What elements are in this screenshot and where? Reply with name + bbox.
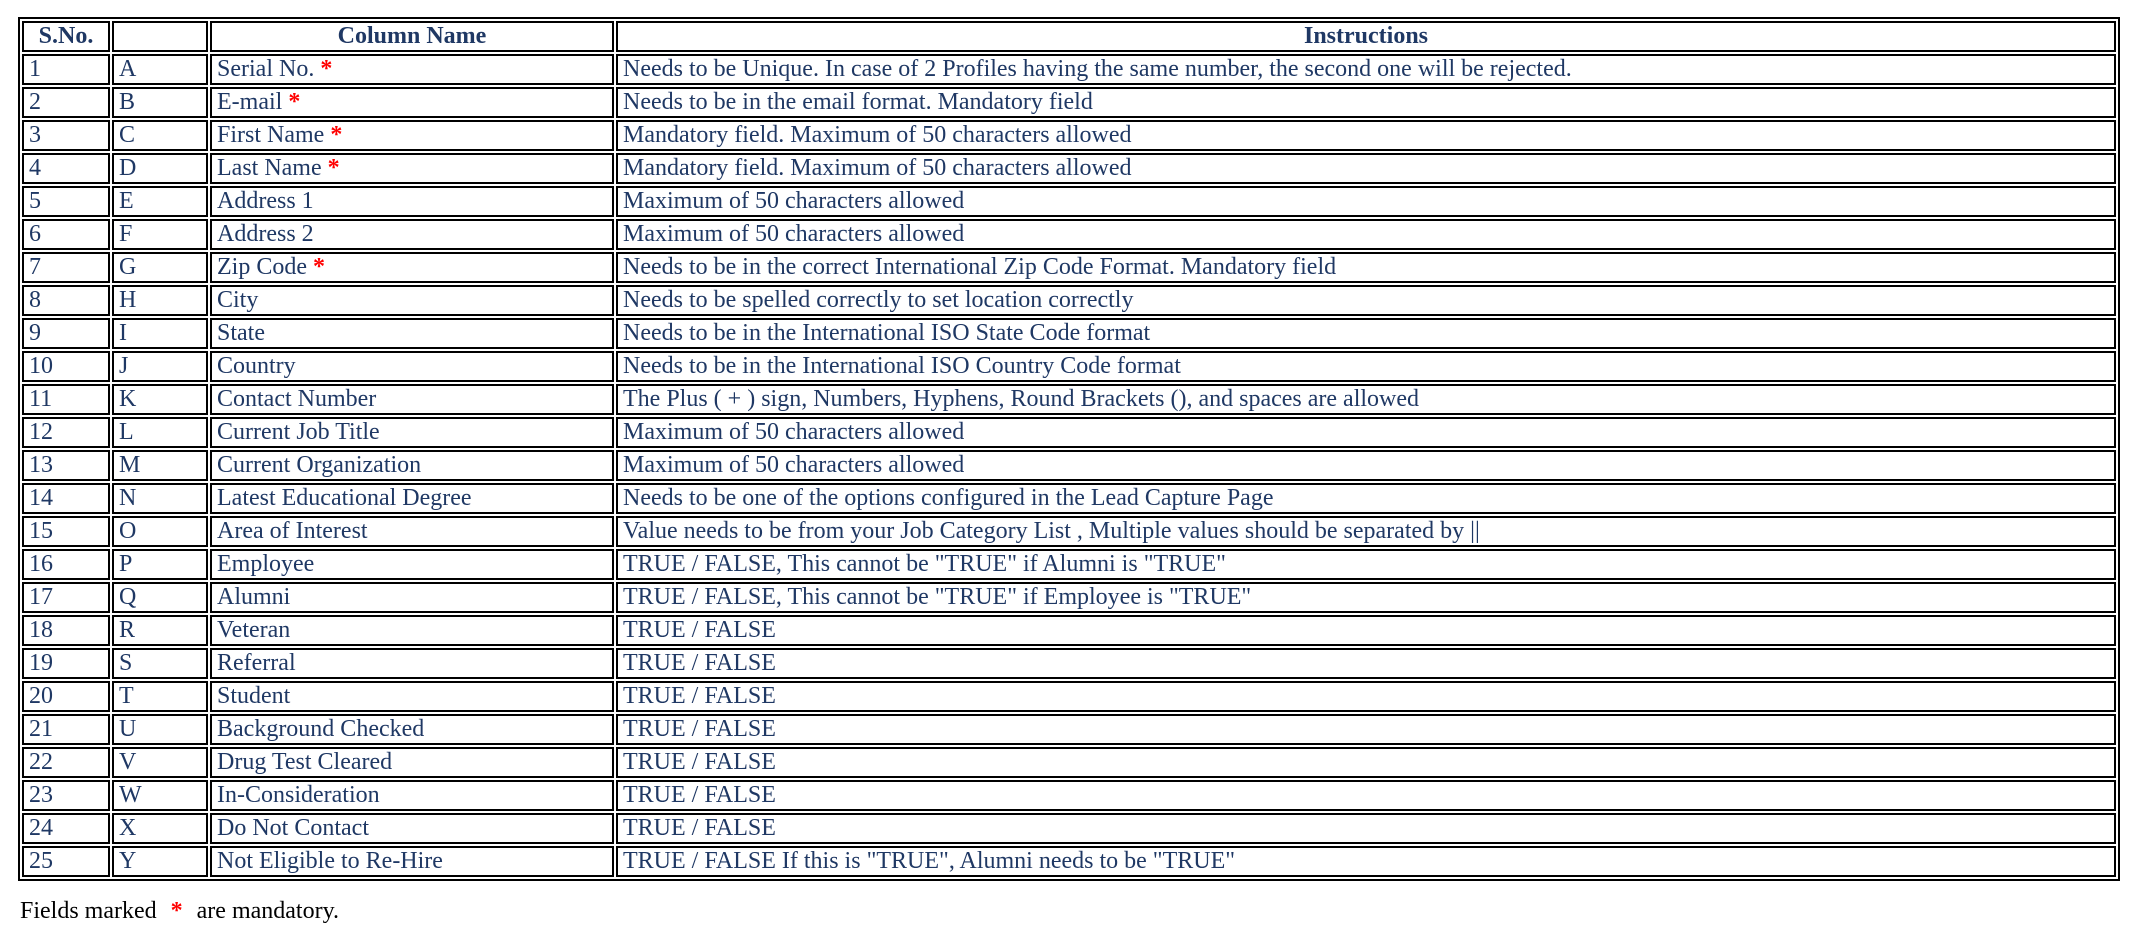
cell-instruction: TRUE / FALSE (616, 714, 2116, 745)
cell-sno: 14 (22, 483, 110, 514)
table-row (22, 516, 2116, 547)
cell-instruction: Maximum of 50 characters allowed (616, 417, 2116, 448)
cell-instruction: TRUE / FALSE (616, 648, 2116, 679)
cell-instruction: Mandatory field. Maximum of 50 characters allowed (616, 153, 2116, 184)
cell-letter: E (112, 186, 208, 217)
cell-sno: 21 (22, 714, 110, 745)
table-row (22, 351, 2116, 382)
mandatory-note-suffix: are mandatory. (196, 898, 340, 924)
table-row (22, 615, 2116, 646)
cell-column-name: Alumni (210, 582, 614, 613)
cell-letter: L (112, 417, 208, 448)
cell-instruction: Needs to be in the correct International Zip Code Format. Mandatory field (616, 252, 2116, 283)
cell-column-name: First Name * (210, 120, 614, 151)
cell-column-name: Country (210, 351, 614, 382)
cell-letter: F (112, 219, 208, 250)
cell-letter: N (112, 483, 208, 514)
cell-letter: H (112, 285, 208, 316)
cell-sno: 12 (22, 417, 110, 448)
cell-instruction: Mandatory field. Maximum of 50 characters allowed (616, 120, 2116, 151)
table-row (22, 120, 2116, 151)
cell-column-name: In-Consideration (210, 780, 614, 811)
cell-instruction: TRUE / FALSE (616, 747, 2116, 778)
cell-column-name: Serial No. * (210, 54, 614, 85)
cell-instruction: TRUE / FALSE (616, 780, 2116, 811)
table-row (22, 318, 2116, 349)
cell-sno: 24 (22, 813, 110, 844)
cell-sno: 1 (22, 54, 110, 85)
cell-column-name: Zip Code * (210, 252, 614, 283)
cell-letter: Q (112, 582, 208, 613)
table-row (22, 285, 2116, 316)
table-row (22, 582, 2116, 613)
cell-letter: O (112, 516, 208, 547)
table-row (22, 450, 2116, 481)
cell-sno: 17 (22, 582, 110, 613)
cell-instruction: Maximum of 50 characters allowed (616, 186, 2116, 217)
table-row (22, 252, 2116, 283)
table-row (22, 384, 2116, 415)
cell-letter: R (112, 615, 208, 646)
table-row (22, 186, 2116, 217)
mandatory-note (20, 896, 339, 926)
table-row (22, 780, 2116, 811)
cell-sno: 23 (22, 780, 110, 811)
cell-column-name: E-mail * (210, 87, 614, 118)
cell-instruction: Needs to be one of the options configured in the Lead Capture Page (616, 483, 2116, 514)
cell-instruction: Needs to be in the email format. Mandatory field (616, 87, 2116, 118)
cell-sno: 3 (22, 120, 110, 151)
cell-letter: J (112, 351, 208, 382)
cell-sno: 16 (22, 549, 110, 580)
mandatory-asterisk: * (327, 155, 340, 181)
cell-column-name: Background Checked (210, 714, 614, 745)
table-row (22, 681, 2116, 712)
footnote-asterisk: * (170, 898, 183, 924)
cell-instruction: Needs to be Unique. In case of 2 Profiles having the same number, the second one will be rejected. (616, 54, 2116, 85)
cell-letter: P (112, 549, 208, 580)
table-header-row (22, 21, 2116, 52)
table-row (22, 153, 2116, 184)
cell-sno: 25 (22, 846, 110, 877)
mandatory-asterisk: * (330, 122, 343, 148)
cell-sno: 9 (22, 318, 110, 349)
cell-column-name: Address 2 (210, 219, 614, 250)
mandatory-asterisk: * (320, 56, 333, 82)
cell-column-name: Latest Educational Degree (210, 483, 614, 514)
cell-letter: I (112, 318, 208, 349)
cell-letter: S (112, 648, 208, 679)
cell-letter: K (112, 384, 208, 415)
cell-letter: B (112, 87, 208, 118)
header-column-name: Column Name (210, 21, 614, 52)
cell-instruction: TRUE / FALSE (616, 615, 2116, 646)
cell-sno: 7 (22, 252, 110, 283)
cell-sno: 20 (22, 681, 110, 712)
header-instructions: Instructions (616, 21, 2116, 52)
cell-sno: 10 (22, 351, 110, 382)
table-row (22, 417, 2116, 448)
cell-letter: C (112, 120, 208, 151)
column-instructions-table (18, 17, 2120, 881)
table-row (22, 549, 2116, 580)
cell-column-name: Veteran (210, 615, 614, 646)
table-row (22, 54, 2116, 85)
table-row (22, 219, 2116, 250)
cell-column-name: State (210, 318, 614, 349)
cell-column-name: Do Not Contact (210, 813, 614, 844)
table-row (22, 648, 2116, 679)
header-sno: S.No. (22, 21, 110, 52)
mandatory-asterisk: * (313, 254, 325, 280)
cell-instruction: Value needs to be from your Job Category List , Multiple values should be separated by || (616, 516, 2116, 547)
cell-instruction: TRUE / FALSE (616, 813, 2116, 844)
cell-column-name: Drug Test Cleared (210, 747, 614, 778)
cell-instruction: TRUE / FALSE, This cannot be "TRUE" if Alumni is "TRUE" (616, 549, 2116, 580)
mandatory-note-prefix: Fields marked (20, 898, 157, 924)
cell-column-name: Last Name * (210, 153, 614, 184)
cell-column-name: Contact Number (210, 384, 614, 415)
cell-sno: 4 (22, 153, 110, 184)
cell-sno: 22 (22, 747, 110, 778)
cell-letter: M (112, 450, 208, 481)
cell-instruction: Maximum of 50 characters allowed (616, 219, 2116, 250)
cell-sno: 8 (22, 285, 110, 316)
cell-instruction: TRUE / FALSE (616, 681, 2116, 712)
cell-sno: 2 (22, 87, 110, 118)
cell-column-name: Referral (210, 648, 614, 679)
cell-letter: A (112, 54, 208, 85)
cell-instruction: TRUE / FALSE If this is "TRUE", Alumni needs to be "TRUE" (616, 846, 2116, 877)
cell-sno: 13 (22, 450, 110, 481)
cell-letter: X (112, 813, 208, 844)
cell-sno: 6 (22, 219, 110, 250)
table-row (22, 714, 2116, 745)
cell-instruction: TRUE / FALSE, This cannot be "TRUE" if Employee is "TRUE" (616, 582, 2116, 613)
table-row (22, 747, 2116, 778)
table-row (22, 87, 2116, 118)
table-row (22, 846, 2116, 877)
cell-column-name: Area of Interest (210, 516, 614, 547)
cell-instruction: Needs to be spelled correctly to set location correctly (616, 285, 2116, 316)
cell-instruction: Maximum of 50 characters allowed (616, 450, 2116, 481)
cell-letter: U (112, 714, 208, 745)
cell-instruction: Needs to be in the International ISO State Code format (616, 318, 2116, 349)
cell-column-name: Employee (210, 549, 614, 580)
cell-letter: G (112, 252, 208, 283)
cell-letter: W (112, 780, 208, 811)
cell-column-name: Address 1 (210, 186, 614, 217)
cell-sno: 19 (22, 648, 110, 679)
cell-sno: 11 (22, 384, 110, 415)
cell-letter: D (112, 153, 208, 184)
cell-instruction: The Plus ( + ) sign, Numbers, Hyphens, Round Brackets (), and spaces are allowed (616, 384, 2116, 415)
header-letter (112, 21, 208, 52)
mandatory-asterisk: * (288, 89, 301, 115)
cell-column-name: City (210, 285, 614, 316)
cell-column-name: Not Eligible to Re-Hire (210, 846, 614, 877)
cell-column-name: Student (210, 681, 614, 712)
cell-sno: 15 (22, 516, 110, 547)
cell-letter: Y (112, 846, 208, 877)
cell-letter: V (112, 747, 208, 778)
table-row (22, 813, 2116, 844)
cell-column-name: Current Organization (210, 450, 614, 481)
table-row (22, 483, 2116, 514)
cell-sno: 18 (22, 615, 110, 646)
cell-instruction: Needs to be in the International ISO Country Code format (616, 351, 2116, 382)
cell-column-name: Current Job Title (210, 417, 614, 448)
cell-sno: 5 (22, 186, 110, 217)
cell-letter: T (112, 681, 208, 712)
